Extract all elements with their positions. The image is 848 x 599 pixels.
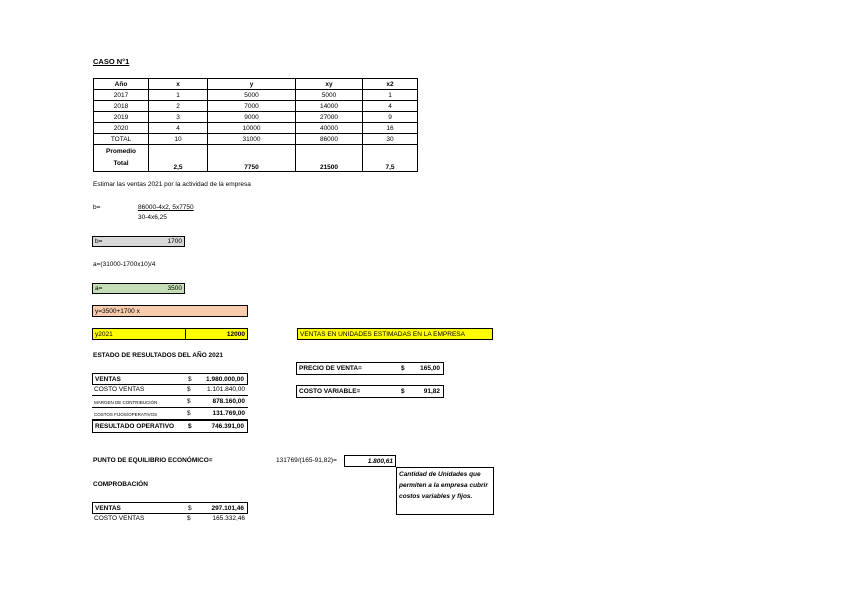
average-label-1: Promedio <box>106 148 136 155</box>
verification-row-sales <box>92 502 248 514</box>
income-row-currency: $ <box>187 386 191 393</box>
price-value: 165,00 <box>420 365 440 372</box>
income-row-currency: $ <box>188 376 192 383</box>
income-row-value: 1.101.840,00 <box>207 386 245 393</box>
breakeven-formula: 131769/(165-91,82)= <box>276 457 337 464</box>
y-equation: y=3500+1700 x <box>95 308 140 315</box>
table-cell: 2020 <box>94 123 149 134</box>
y2021-label-box <box>92 328 185 340</box>
table-cell: 2019 <box>94 112 149 123</box>
average-label-2: Total <box>113 160 129 167</box>
income-row-currency: $ <box>187 398 191 405</box>
a-result-value: 3500 <box>167 285 182 292</box>
table-cell: 10000 <box>208 123 296 134</box>
price-currency: $ <box>401 365 405 372</box>
verification-row-currency: $ <box>188 505 192 512</box>
table-cell: 30 <box>363 134 418 145</box>
a-formula: a=(31000-1700x10)/4 <box>93 261 156 268</box>
table-cell: 14000 <box>296 101 363 112</box>
estimate-text: Estimar las ventas 2021 por la actividad de la empresa <box>93 181 251 188</box>
income-row-label: COSTOS FIJOS/OPERATIVOS <box>94 412 158 417</box>
a-result-label: a= <box>95 285 103 292</box>
table-cell: 3 <box>149 112 208 123</box>
header-cell-year: Año <box>94 79 149 90</box>
verification-row-label: VENTAS <box>95 505 121 512</box>
table-cell: 1 <box>363 90 418 101</box>
breakeven-value-box <box>344 455 396 467</box>
table-cell: 86000 <box>296 134 363 145</box>
table-cell: 2 <box>149 101 208 112</box>
y-equation-box <box>92 305 248 317</box>
b-result-value: 1700 <box>167 238 182 245</box>
y2021-description-box <box>297 328 493 340</box>
table-cell: 7,5 <box>363 145 418 172</box>
header-cell-xy: xy <box>296 79 363 90</box>
table-cell: 4 <box>149 123 208 134</box>
b-result-box <box>92 236 185 247</box>
income-row-cost-of-sales <box>92 385 248 396</box>
income-row-label: COSTO VENTAS <box>94 386 145 393</box>
table-cell: 2,5 <box>149 145 208 172</box>
table-row <box>94 101 418 112</box>
table-cell: 5000 <box>296 90 363 101</box>
table-cell: 2018 <box>94 101 149 112</box>
table-cell: 31000 <box>208 134 296 145</box>
table-cell: 4 <box>363 101 418 112</box>
income-row-currency: $ <box>187 410 191 417</box>
regression-table <box>93 78 418 172</box>
price-box <box>296 362 444 375</box>
table-row <box>94 123 418 134</box>
income-row-contribution-margin <box>92 396 248 408</box>
table-cell: 2017 <box>94 90 149 101</box>
income-row-fixed-costs <box>92 408 248 420</box>
income-row-currency: $ <box>188 423 192 430</box>
header-cell-x2: x2 <box>363 79 418 90</box>
income-row-sales <box>92 373 248 385</box>
table-cell: 5000 <box>208 90 296 101</box>
variable-cost-value: 91,82 <box>423 388 440 395</box>
table-cell: 21500 <box>296 145 363 172</box>
breakeven-value: 1.800,61 <box>367 458 393 465</box>
price-label: PRECIO DE VENTA= <box>299 365 362 372</box>
income-row-operating-result <box>92 420 248 433</box>
table-total-row <box>94 134 418 145</box>
verification-row-currency: $ <box>187 515 191 522</box>
verification-row-value: 165.332,46 <box>212 515 245 522</box>
header-cell-y: y <box>208 79 296 90</box>
table-cell: 27000 <box>296 112 363 123</box>
income-row-label: MARGEN DE CONTRIBUCIÓN <box>94 400 158 405</box>
case-title: CASO N°1 <box>93 57 130 66</box>
table-cell: 10 <box>149 134 208 145</box>
a-result-box <box>92 283 185 294</box>
verification-title: COMPROBACIÓN <box>93 481 148 488</box>
table-average-row <box>94 145 418 172</box>
income-row-label: VENTAS <box>95 376 121 383</box>
variable-cost-currency: $ <box>401 388 405 395</box>
y2021-label: y2021 <box>95 331 113 338</box>
table-cell: 16 <box>363 123 418 134</box>
verification-row-cost-of-sales <box>92 514 248 525</box>
variable-cost-label: COSTO VARIABLE= <box>299 388 361 395</box>
income-row-value: 131.769,00 <box>212 410 245 417</box>
income-row-label: RESULTADO OPERATIVO <box>95 423 175 430</box>
y2021-value-box <box>185 328 248 340</box>
table-row <box>94 112 418 123</box>
income-row-value: 746.391,00 <box>211 423 244 430</box>
breakeven-note: Cantidad de Unidades que permiten a la empresa cubrir costos variables y fijos. <box>396 467 494 515</box>
table-cell: 9000 <box>208 112 296 123</box>
breakeven-label: PUNTO DE EQUILIBRIO ECONÓMICO= <box>93 457 213 464</box>
table-row <box>94 90 418 101</box>
table-cell: 1 <box>149 90 208 101</box>
y2021-description: VENTAS EN UNIDADES ESTIMADAS EN LA EMPRESA <box>300 331 465 338</box>
b-formula-label: b= <box>93 204 101 211</box>
b-result-label: b= <box>95 238 103 245</box>
verification-row-value: 297.101,46 <box>211 505 244 512</box>
header-cell-x: x <box>149 79 208 90</box>
variable-cost-box <box>296 385 444 398</box>
table-cell: 7750 <box>208 145 296 172</box>
b-formula-denominator: 30-4x6,25 <box>138 214 167 221</box>
table-header-row <box>94 79 418 90</box>
table-cell: TOTAL <box>94 134 149 145</box>
income-row-value: 1.980.000,00 <box>206 376 244 383</box>
y2021-value: 12000 <box>226 331 245 338</box>
average-label-cell <box>94 145 149 172</box>
table-cell: 9 <box>363 112 418 123</box>
income-statement-title: ESTADO DE RESULTADOS DEL AÑO 2021 <box>93 352 224 359</box>
table-cell: 7000 <box>208 101 296 112</box>
income-row-value: 878.160,00 <box>212 398 245 405</box>
verification-row-label: COSTO VENTAS <box>94 515 145 522</box>
table-cell: 40000 <box>296 123 363 134</box>
b-formula-numerator: 86000-4x2, 5x7750 <box>138 204 194 211</box>
